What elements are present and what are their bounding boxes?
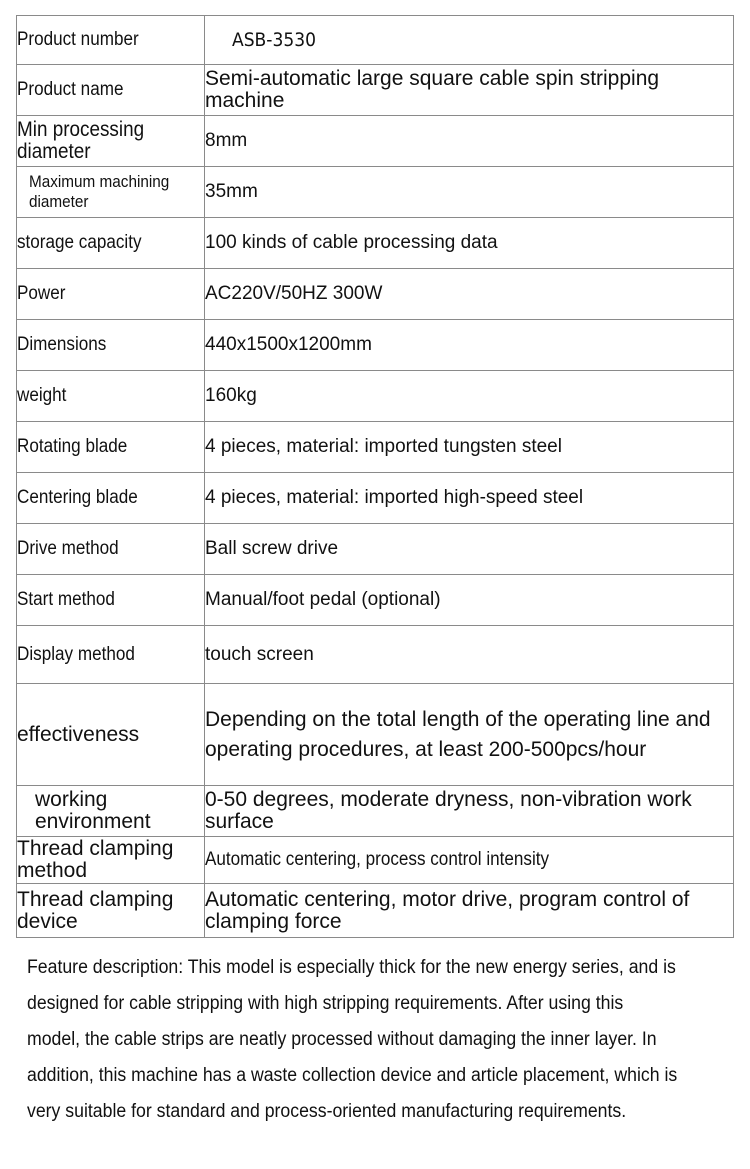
spec-key: Product number — [17, 16, 205, 65]
spec-key: storage capacity — [17, 218, 205, 269]
spec-key: working environment — [17, 786, 205, 837]
table-row — [17, 524, 734, 575]
spec-key: Product name — [17, 65, 205, 116]
table-row — [17, 786, 734, 837]
spec-key: Drive method — [17, 524, 205, 575]
spec-key: Min processing diameter — [17, 116, 205, 167]
spec-key: weight — [17, 371, 205, 422]
spec-value: 440x1500x1200mm — [205, 320, 734, 371]
table-row — [17, 884, 734, 938]
table-row — [17, 269, 734, 320]
spec-value: touch screen — [205, 626, 734, 684]
spec-table — [16, 15, 734, 938]
spec-key: Power — [17, 269, 205, 320]
spec-key: effectiveness — [17, 684, 205, 786]
table-row — [17, 16, 734, 65]
table-row — [17, 684, 734, 786]
table-row — [17, 116, 734, 167]
table-row — [17, 422, 734, 473]
spec-value: Ball screw drive — [205, 524, 734, 575]
spec-key: Thread clamping device — [17, 884, 205, 938]
spec-value: AC220V/50HZ 300W — [205, 269, 734, 320]
spec-value: Manual/foot pedal (optional) — [205, 575, 734, 626]
table-row — [17, 65, 734, 116]
table-row — [17, 371, 734, 422]
spec-value: 8mm — [205, 116, 734, 167]
spec-key: Maximum machining diameter — [17, 167, 205, 218]
spec-key: Start method — [17, 575, 205, 626]
spec-key: Rotating blade — [17, 422, 205, 473]
table-row — [17, 167, 734, 218]
feature-description: Feature description: This model is especially thick for the new energy series, and is designed for cable stripping with high stripping requirements. After using this model, the cable strips are neatly processed without damaging the inner layer. In addition, this machine has a waste collection device and article placement, which is very suitable for standard and process-oriented manufacturing requirements. — [27, 957, 678, 1122]
spec-value: Automatic centering, process control intensity — [205, 837, 734, 884]
spec-value: Depending on the total length of the operating line and operating procedures, at least 200-500pcs/hour — [205, 684, 734, 786]
spec-key: Centering blade — [17, 473, 205, 524]
spec-value: Semi-automatic large square cable spin stripping machine — [205, 65, 734, 116]
spec-value: Automatic centering, motor drive, program control of clamping force — [205, 884, 734, 938]
table-row — [17, 473, 734, 524]
spec-value: 100 kinds of cable processing data — [205, 218, 734, 269]
spec-value: 4 pieces, material: imported tungsten steel — [205, 422, 734, 473]
spec-value: ASB-3530 — [205, 16, 734, 65]
spec-value: 4 pieces, material: imported high-speed steel — [205, 473, 734, 524]
spec-value: 160kg — [205, 371, 734, 422]
table-row — [17, 218, 734, 269]
table-row — [17, 575, 734, 626]
table-row — [17, 320, 734, 371]
spec-key: Dimensions — [17, 320, 205, 371]
spec-value: 0-50 degrees, moderate dryness, non-vibration work surface — [205, 786, 734, 837]
table-row — [17, 837, 734, 884]
spec-key: Display method — [17, 626, 205, 684]
spec-value: 35mm — [205, 167, 734, 218]
spec-key: Thread clamping method — [17, 837, 205, 884]
table-row — [17, 626, 734, 684]
